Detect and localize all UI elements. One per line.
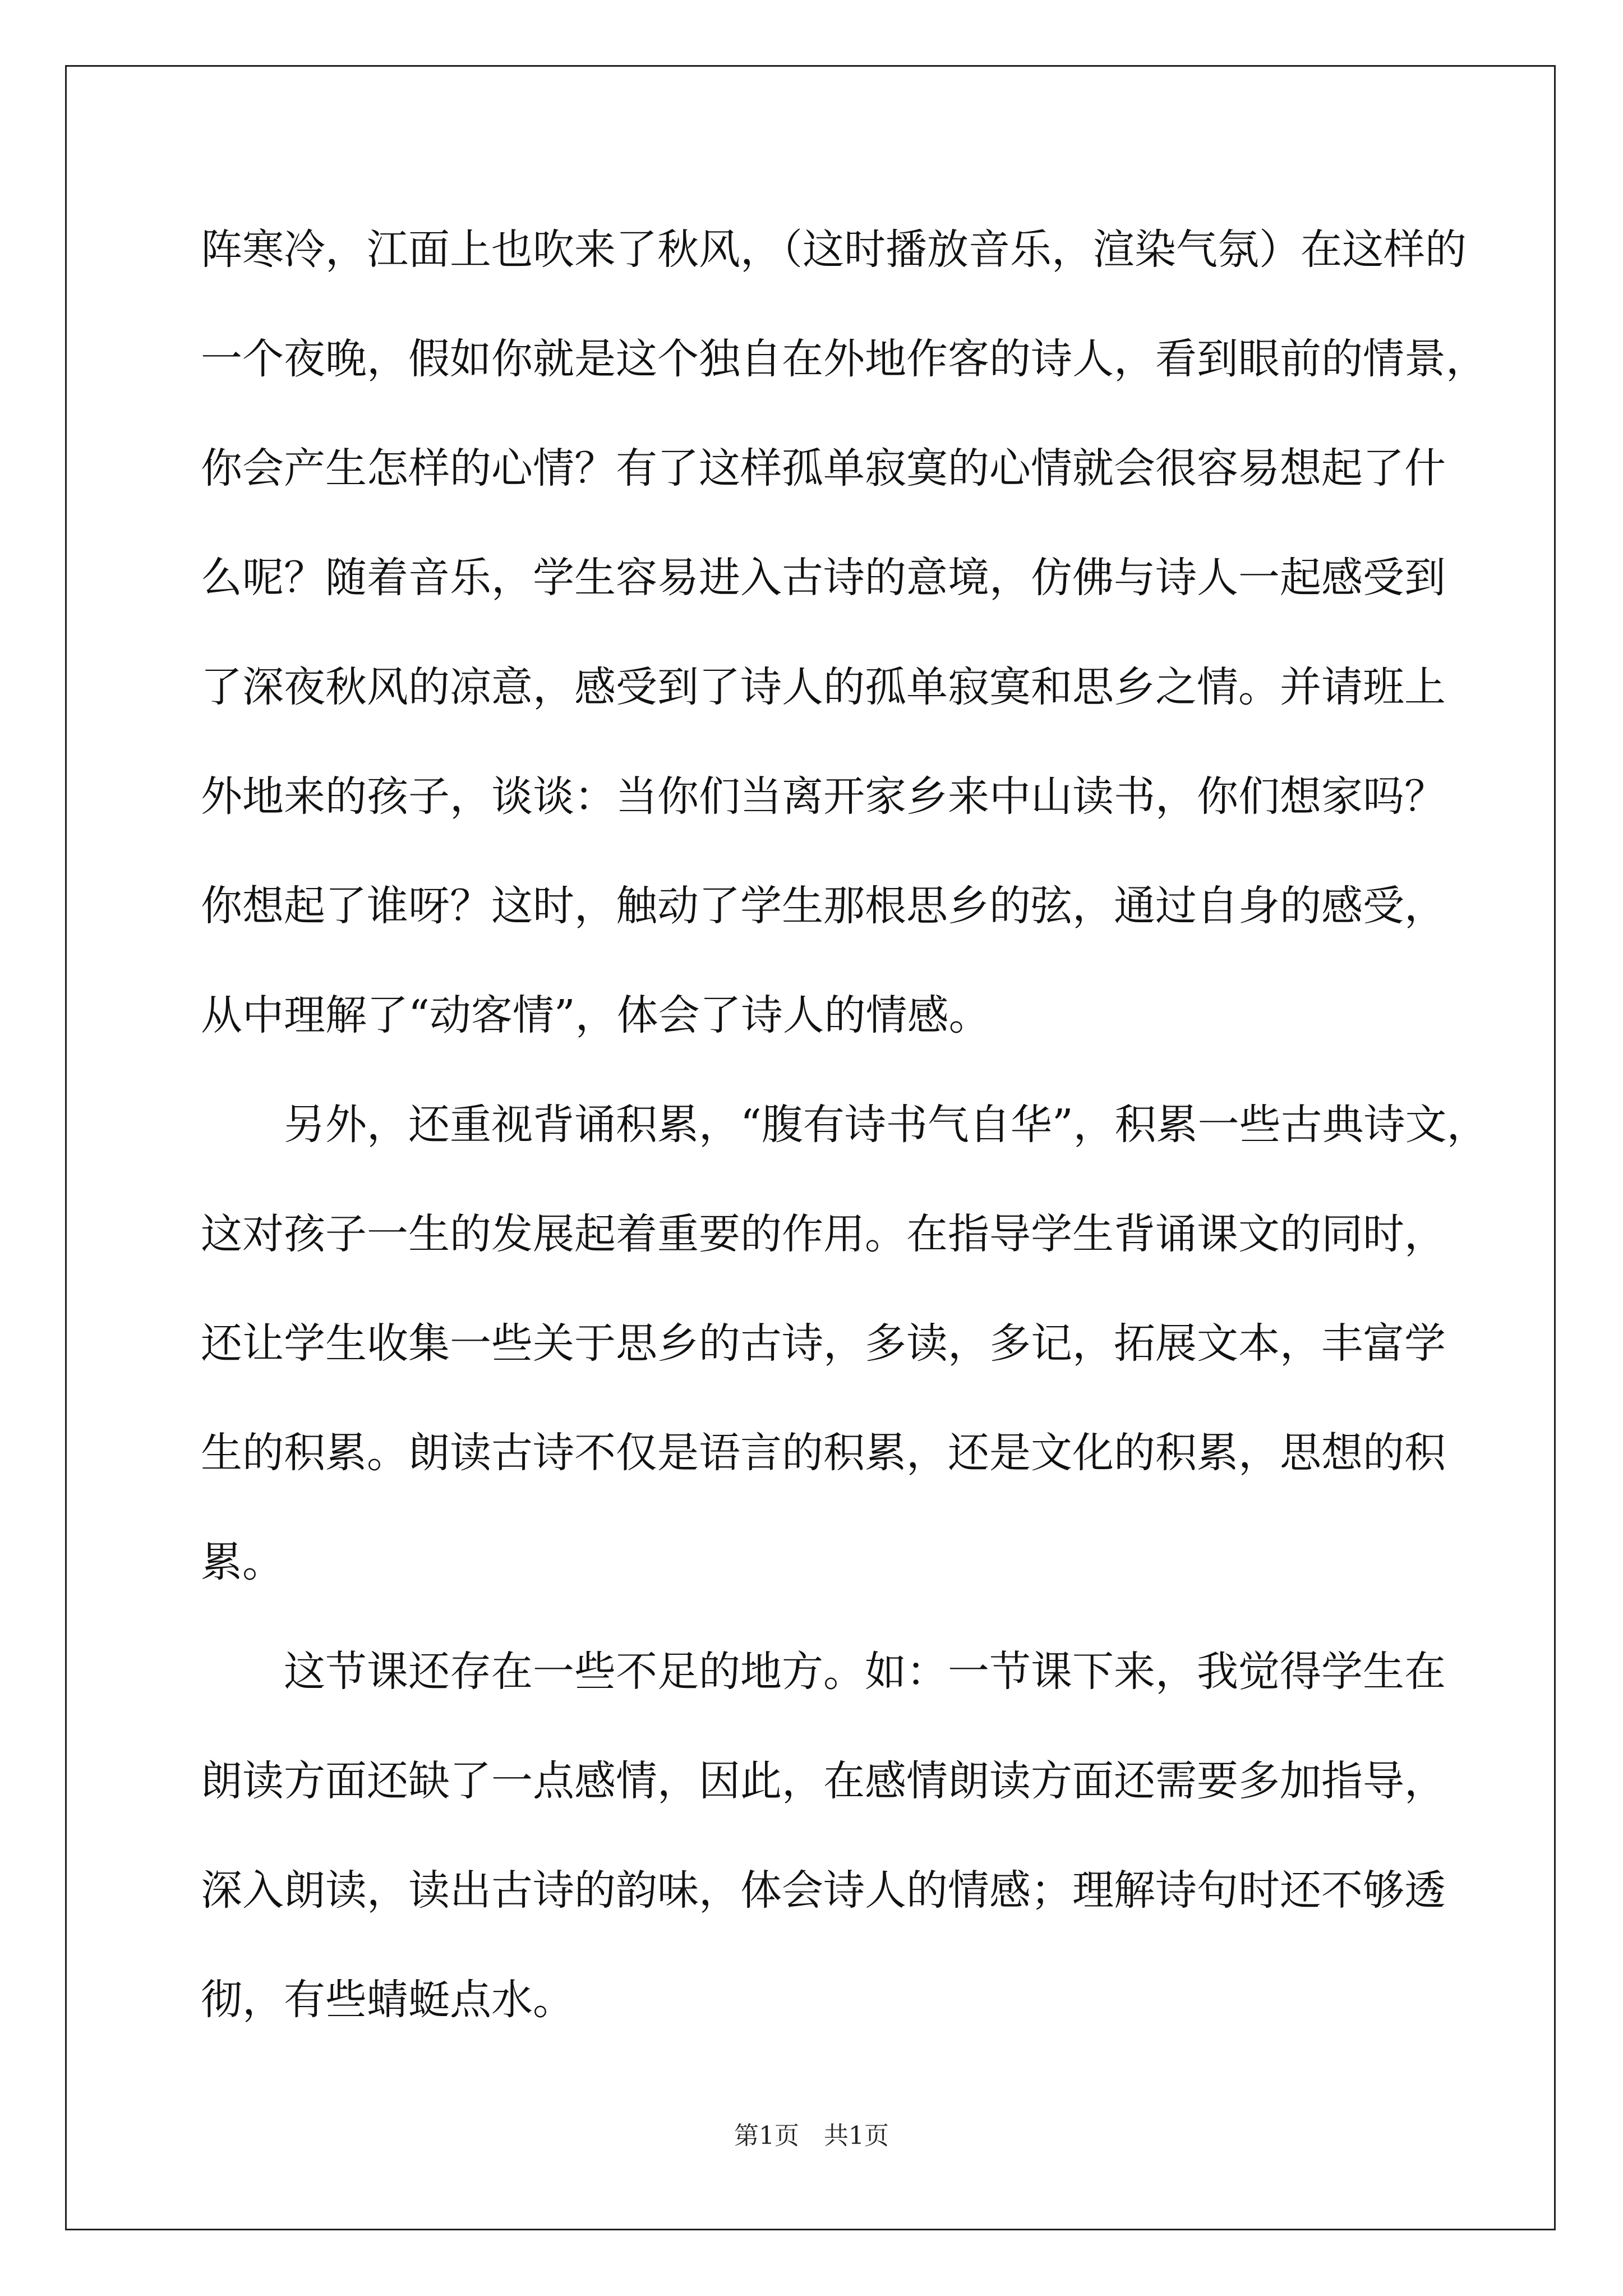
text-line: 还让学生收集一些关于思乡的古诗，多读，多记，拓展文本，丰富学: [201, 1319, 1446, 1368]
text-line: 朗读方面还缺了一点感情，因此，在感情朗读方面还需要多加指导，: [201, 1757, 1446, 1805]
page-number-footer: 第1页 共1页: [734, 2122, 889, 2150]
text-line: 么呢？随着音乐，学生容易进入古诗的意境，仿佛与诗人一起感受到: [201, 554, 1446, 602]
text-line: 生的积累。朗读古诗不仅是语言的积累，还是文化的积累，思想的积: [201, 1429, 1446, 1477]
text-line: 阵寒冷，江面上也吹来了秋风，（这时播放音乐，渲染气氛）在这样的: [201, 226, 1467, 274]
text-line: 一个夜晚，假如你就是这个独自在外地作客的诗人，看到眼前的情景，: [201, 335, 1487, 383]
text-line: 你会产生怎样的心情？有了这样孤单寂寞的心情就会很容易想起了什: [201, 444, 1446, 493]
text-line: 从中理解了“动客情”，体会了诗人的情感。: [201, 991, 990, 1039]
text-line: 了深夜秋风的凉意，感受到了诗人的孤单寂寞和思乡之情。并请班上: [201, 663, 1446, 711]
text-line: 外地来的孩子，谈谈：当你们当离开家乡来中山读书，你们想家吗？: [201, 772, 1446, 821]
text-line: 这对孩子一生的发展起着重要的作用。在指导学生背诵课文的同时，: [201, 1210, 1446, 1258]
text-line: 累。: [201, 1538, 284, 1586]
text-line: 你想起了谁呀？这时，触动了学生那根思乡的弦，通过自身的感受，: [201, 882, 1446, 930]
paragraph-start-line: 另外，还重视背诵积累，“腹有诗书气自华”，积累一些古典诗文，: [284, 1101, 1488, 1149]
text-line: 深入朗读，读出古诗的韵味，体会诗人的情感；理解诗句时还不够透: [201, 1866, 1446, 1915]
paragraph-start-line: 这节课还存在一些不足的地方。如：一节课下来，我觉得学生在: [284, 1648, 1446, 1696]
text-line: 彻，有些蜻蜓点水。: [201, 1976, 574, 2024]
